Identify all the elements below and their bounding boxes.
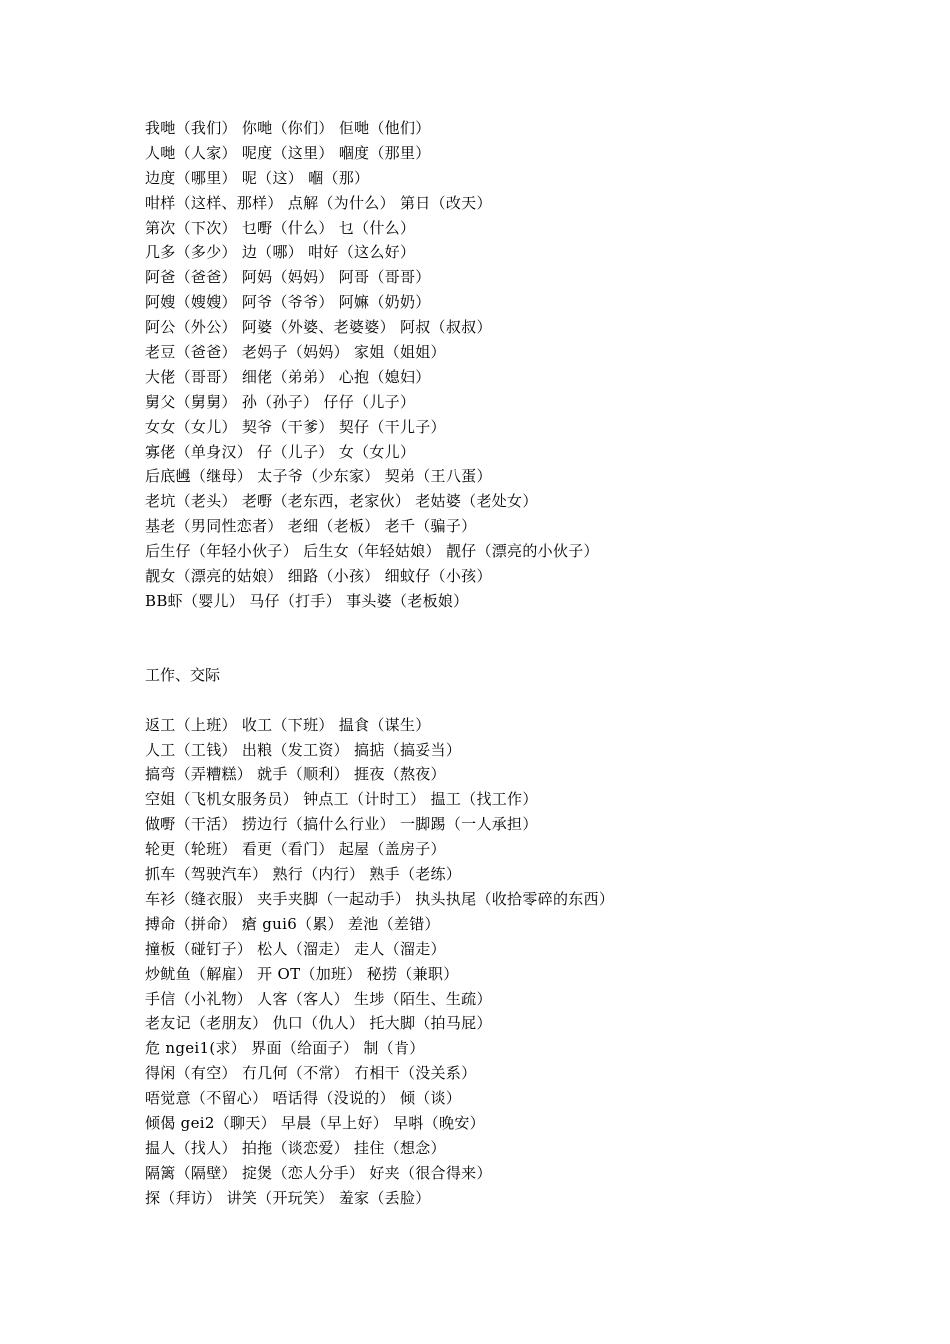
list-item: 唔觉意（不留心） 唔话得（没说的） 倾（谈） xyxy=(145,1089,462,1108)
list-item: 后底乸（继母） 太子爷（少东家） 契弟（王八蛋） xyxy=(145,467,492,486)
spacer xyxy=(145,614,905,663)
list-item: 几多（多少） 边（哪） 咁好（这么好） xyxy=(145,243,416,262)
list-item: 后生仔（年轻小伙子） 后生女（年轻姑娘） 靓仔（漂亮的小伙子） xyxy=(145,542,599,561)
pronoun-kinship-list xyxy=(145,116,905,614)
list-item: 人工（工钱） 出粮（发工资） 搞掂（搞妥当） xyxy=(145,740,462,759)
list-item: 阿嫂（嫂嫂） 阿爷（爷爷） 阿嫲（奶奶） xyxy=(145,293,431,312)
list-item: 做嘢（干活） 捞边行（搞什么行业） 一脚踢（一人承担） xyxy=(145,815,538,834)
list-item: 女女（女儿） 契爷（干爹） 契仔（干儿子） xyxy=(145,417,446,436)
list-item: 阿爸（爸爸） 阿妈（妈妈） 阿哥（哥哥） xyxy=(145,268,431,287)
section-heading: 工作、交际 xyxy=(145,665,221,684)
list-item: 第次（下次） 乜嘢（什么） 乜（什么） xyxy=(145,218,416,237)
list-item: BB虾（婴儿） 马仔（打手） 事头婆（老板娘） xyxy=(145,591,469,610)
list-item: 搞弯（弄糟糕） 就手（顺利） 捱夜（熬夜） xyxy=(145,765,446,784)
work-social-list xyxy=(145,713,905,1211)
list-item: 隔篱（隔壁） 掟煲（恋人分手） 好夹（很合得来） xyxy=(145,1163,492,1182)
list-item: 探（拜访） 讲笑（开玩笑） 羞家（丢脸） xyxy=(145,1188,431,1207)
list-item: 返工（上班） 收工（下班） 揾食（谋生） xyxy=(145,715,431,734)
list-item: 阿公（外公） 阿婆（外婆、老婆婆） 阿叔（叔叔） xyxy=(145,318,492,337)
list-item: 咁样（这样、那样） 点解（为什么） 第日（改天） xyxy=(145,193,492,212)
list-item: 边度（哪里） 呢（这） 嗰（那） xyxy=(145,168,370,187)
list-item: 舅父（舅舅） 孙（孙子） 仔仔（儿子） xyxy=(145,392,416,411)
list-item: 人哋（人家） 呢度（这里） 嗰度（那里） xyxy=(145,143,431,162)
list-item: 基老（男同性恋者） 老细（老板） 老千（骗子） xyxy=(145,517,477,536)
list-item: 老豆（爸爸） 老妈子（妈妈） 家姐（姐姐） xyxy=(145,343,446,362)
list-item: 老友记（老朋友） 仇口（仇人） 托大脚（拍马屁） xyxy=(145,1014,492,1033)
list-item: 撞板（碰钉子） 松人（溜走） 走人（溜走） xyxy=(145,939,446,958)
list-item: 搏命（拼命） 瘡 gui6（累） 差池（差错） xyxy=(145,914,440,933)
list-item: 车衫（缝衣服） 夹手夹脚（一起动手） 执头执尾（收拾零碎的东西） xyxy=(145,889,615,908)
list-item: 抓车（驾驶汽车） 熟行（内行） 熟手（老练） xyxy=(145,865,462,884)
spacer xyxy=(145,688,905,713)
list-item: 倾偈 gei2（聊天） 早晨（早上好） 早唞（晚安） xyxy=(145,1113,485,1132)
document-page xyxy=(145,116,905,1211)
list-item: 得闲（有空） 冇几何（不常） 冇相干（没关系） xyxy=(145,1064,477,1083)
list-item: 大佬（哥哥） 细佬（弟弟） 心抱（媳妇） xyxy=(145,367,431,386)
list-item: 轮更（轮班） 看更（看门） 起屋（盖房子） xyxy=(145,840,446,859)
list-item: 我哋（我们） 你哋（你们） 佢哋（他们） xyxy=(145,119,431,137)
list-item: 揾人（找人） 拍拖（谈恋爱） 挂住（想念） xyxy=(145,1138,446,1157)
list-item: 靓女（漂亮的姑娘） 细路（小孩） 细蚊仔（小孩） xyxy=(145,567,492,586)
list-item: 空姐（飞机女服务员） 钟点工（计时工） 揾工（找工作） xyxy=(145,790,538,809)
list-item: 寡佬（单身汉） 仔（儿子） 女（女儿） xyxy=(145,442,416,461)
list-item: 老坑（老头） 老嘢（老东西，老家伙） 老姑婆（老处女） xyxy=(145,492,538,511)
list-item: 危 ngei1(求） 界面（给面子） 制（肯） xyxy=(145,1039,425,1058)
list-item: 手信（小礼物） 人客（客人） 生埗（陌生、生疏） xyxy=(145,989,492,1008)
list-item: 炒鱿鱼（解雇） 开 OT（加班） 秘捞（兼职） xyxy=(145,964,459,983)
